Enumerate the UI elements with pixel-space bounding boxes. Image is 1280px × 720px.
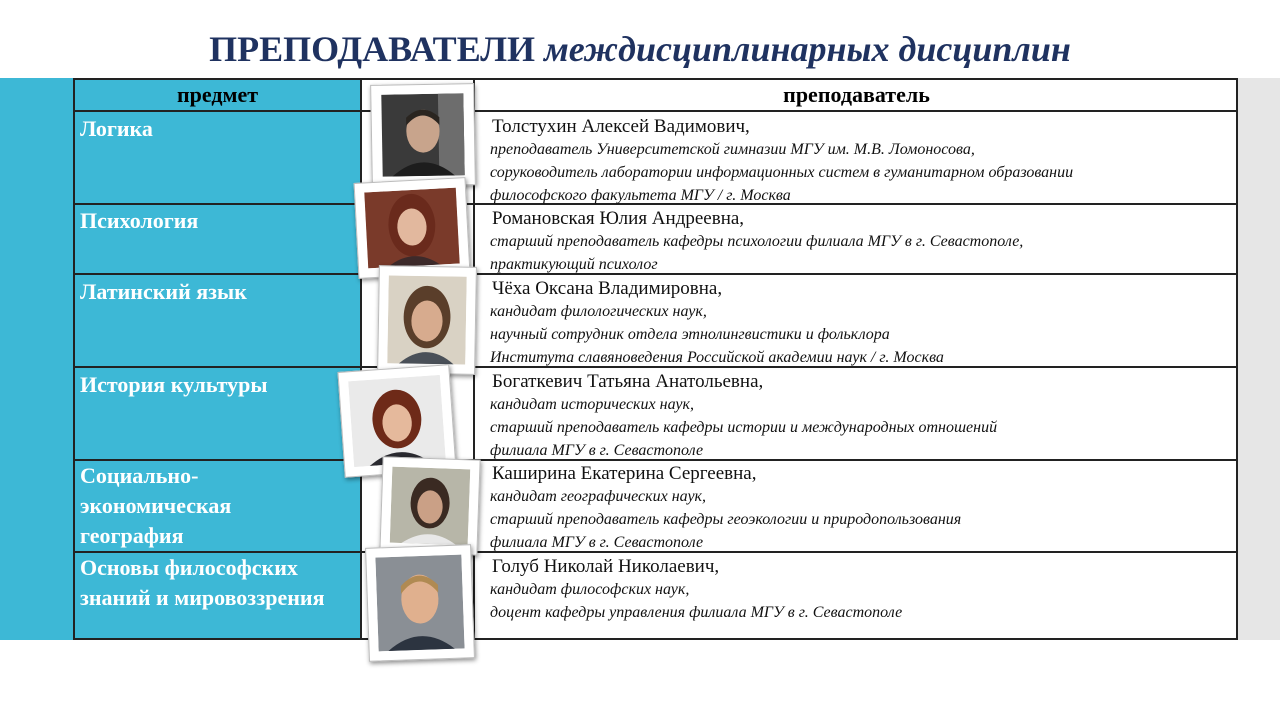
page-title bbox=[0, 28, 1280, 70]
teacher-romanovskaya bbox=[490, 207, 1230, 276]
left-accent-band bbox=[0, 78, 74, 640]
teacher-name: Романовская Юлия Андреевна, bbox=[492, 208, 745, 229]
teacher-info: кандидат филологических наук, bbox=[490, 303, 707, 320]
teacher-tolstukhin bbox=[490, 115, 1230, 207]
teacher-info: научный сотрудник отдела этнолингвистики и фольклора bbox=[490, 326, 890, 343]
teacher-info: кандидат философских наук, bbox=[490, 581, 690, 598]
teacher-info: философского факультета МГУ / г. Москва bbox=[490, 187, 791, 204]
title-main: ПРЕПОДАВАТЕЛИ bbox=[209, 29, 536, 69]
photo-romanovskaya bbox=[354, 177, 471, 279]
subject-latin bbox=[80, 277, 355, 307]
portrait-image bbox=[364, 188, 460, 269]
teacher-info: филиала МГУ в г. Севастополе bbox=[490, 534, 704, 551]
teacher-info: практикующий психолог bbox=[490, 256, 658, 273]
subject-line: Психология bbox=[80, 208, 199, 233]
subject-geography bbox=[80, 461, 355, 551]
subject-line: экономическая bbox=[80, 493, 232, 518]
portrait-image bbox=[348, 375, 446, 467]
column-divider-1 bbox=[360, 78, 362, 640]
teacher-info: кандидат географических наук, bbox=[490, 488, 707, 505]
portrait-image bbox=[390, 467, 471, 546]
teacher-info: филиала МГУ в г. Севастополе bbox=[490, 442, 704, 459]
teacher-name: Голуб Николай Николаевич, bbox=[492, 556, 720, 577]
subject-psychology bbox=[80, 206, 355, 236]
subject-philosophy bbox=[80, 553, 355, 613]
teacher-bogatkevich bbox=[490, 370, 1230, 462]
photo-kashirina bbox=[379, 456, 480, 555]
subject-line: Латинский язык bbox=[80, 279, 247, 304]
subject-line: знаний и мировоззрения bbox=[80, 585, 325, 610]
photo-tolstukhin bbox=[370, 83, 476, 187]
teacher-info: старший преподаватель кафедры геоэкологии и природопользования bbox=[490, 511, 962, 528]
teacher-info: преподаватель Университетской гимназии МГУ им. М.В. Ломоносова, bbox=[490, 141, 975, 158]
right-gray-band bbox=[1238, 78, 1280, 640]
teacher-name: Богаткевич Татьяна Анатольевна, bbox=[492, 371, 764, 392]
subject-line: география bbox=[80, 523, 184, 548]
subject-line: Социально- bbox=[80, 463, 199, 488]
title-subtitle: междисциплинарных дисциплин bbox=[544, 29, 1071, 69]
row-divider-header bbox=[73, 110, 1238, 112]
subject-culture-history bbox=[80, 370, 355, 400]
photo-golub bbox=[365, 544, 475, 662]
subject-line: Основы философских bbox=[80, 555, 298, 580]
subject-line: История культуры bbox=[80, 372, 268, 397]
portrait-image bbox=[380, 93, 465, 176]
teacher-info: старший преподаватель кафедры психологии филиала МГУ в г. Севастополе, bbox=[490, 233, 1024, 250]
teacher-info: доцент кафедры управления филиала МГУ в г. Севастополе bbox=[490, 604, 903, 621]
teacher-info: кандидат исторических наук, bbox=[490, 396, 694, 413]
teacher-cheha bbox=[490, 277, 1230, 369]
subject-logic bbox=[80, 114, 355, 144]
teacher-info: Института славяноведения Российской академии наук / г. Москва bbox=[490, 349, 944, 366]
teacher-name: Каширина Екатерина Сергеевна, bbox=[492, 463, 757, 484]
header-teacher: преподаватель bbox=[783, 82, 930, 107]
portrait-image bbox=[375, 555, 464, 652]
teacher-name: Чёха Оксана Владимировна, bbox=[492, 278, 723, 299]
teacher-kashirina bbox=[490, 462, 1230, 554]
teacher-golub bbox=[490, 555, 1230, 624]
teacher-info: соруководитель лаборатории информационных систем в гуманитарном образовании bbox=[490, 164, 1074, 181]
photo-cheha bbox=[377, 265, 477, 375]
teacher-name: Толстухин Алексей Вадимович, bbox=[492, 116, 750, 137]
header-subject: предмет bbox=[176, 82, 259, 107]
portrait-image bbox=[387, 275, 467, 364]
teacher-info: старший преподаватель кафедры истории и международных отношений bbox=[490, 419, 998, 436]
subject-line: Логика bbox=[80, 116, 153, 141]
